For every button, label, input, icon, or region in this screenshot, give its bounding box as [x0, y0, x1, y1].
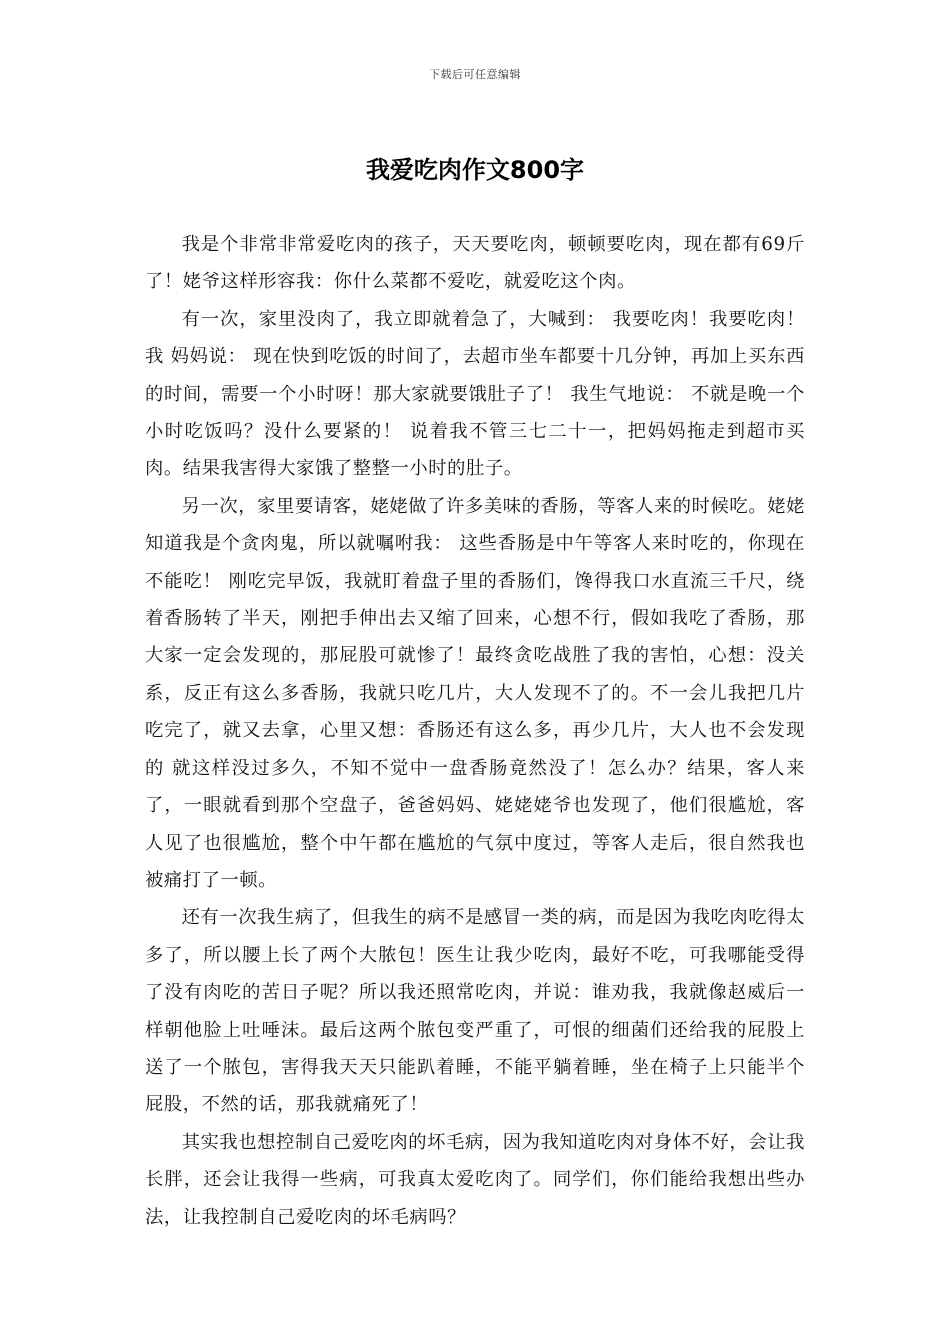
paragraph-3: 另一次，家里要请客，姥姥做了许多美味的香肠，等客人来的时候吃。姥姥知道我是个贪肉鬼，所以就嘱咐我： 这些香肠是中午等客人来时吃的，你现在不能吃！ 刚吃完早饭，我就盯着盘子里的香肠们，馋得我口水直流三千尺，绕着香肠转了半天，刚把手伸出去又缩了回来，心想不行，假如我吃了香肠，那大家一定会发现的，那屁股可就惨了！最终贪吃战胜了我的害怕，心想：没关系，反正有这么多香肠，我就只吃几片，大人发现不了的。不一会儿我把几片吃完了，就又去拿，心里又想：香肠还有这么多，再少几片，大人也不会发现的 就这样没过多久，不知不觉中一盘香肠竟然没了！怎么办？结果，客人来了，一眼就看到那个空盘子，爸爸妈妈、姥姥姥爷也发现了，他们很尴尬，客人见了也很尴尬，整个中午都在尴尬的气氛中度过，等客人走后，很自然我也被痛打了一顿。	[145, 495, 805, 891]
header-note: 下载后可任意编辑	[429, 68, 521, 81]
page-title: 我爱吃肉作文800字	[365, 156, 585, 184]
paragraph-5: 其实我也想控制自己爱吃肉的坏毛病，因为我知道吃肉对身体不好，会让我长胖，还会让我得一些病，可我真太爱吃肉了。同学们，你们能给我想出些办法，让我控制自己爱吃肉的坏毛病吗？	[145, 1131, 805, 1228]
paragraph-2: 有一次，家里没肉了，我立即就着急了，大喊到： 我要吃肉！我要吃肉！ 我 妈妈说： 现在快到吃饭的时间了，去超市坐车都要十几分钟，再加上买东西的时间，需要一个小时呀！那大家就要饿肚子了！ 我生气地说： 不就是晚一个小时吃饭吗？没什么要紧的！ 说着我不管三七二十一，把妈妈拖走到超市买肉。结果我害得大家饿了整整一小时的肚子。	[145, 308, 805, 480]
essay-body	[145, 226, 805, 1236]
paragraph-1: 我是个非常非常爱吃肉的孩子，天天要吃肉，顿顿要吃肉，现在都有69斤了！姥爷这样形容我：你什么菜都不爱吃，就爱吃这个肉。	[145, 234, 805, 293]
paragraph-4: 还有一次我生病了，但我生的病不是感冒一类的病，而是因为我吃肉吃得太多了，所以腰上长了两个大脓包！医生让我少吃肉，最好不吃，可我哪能受得了没有肉吃的苦日子呢？所以我还照常吃肉，并说：谁劝我，我就像赵威后一样朝他脸上吐唾沫。最后这两个脓包变严重了，可恨的细菌们还给我的屁股上送了一个脓包，害得我天天只能趴着睡，不能平躺着睡，坐在椅子上只能半个屁股，不然的话，那我就痛死了！	[145, 907, 805, 1116]
